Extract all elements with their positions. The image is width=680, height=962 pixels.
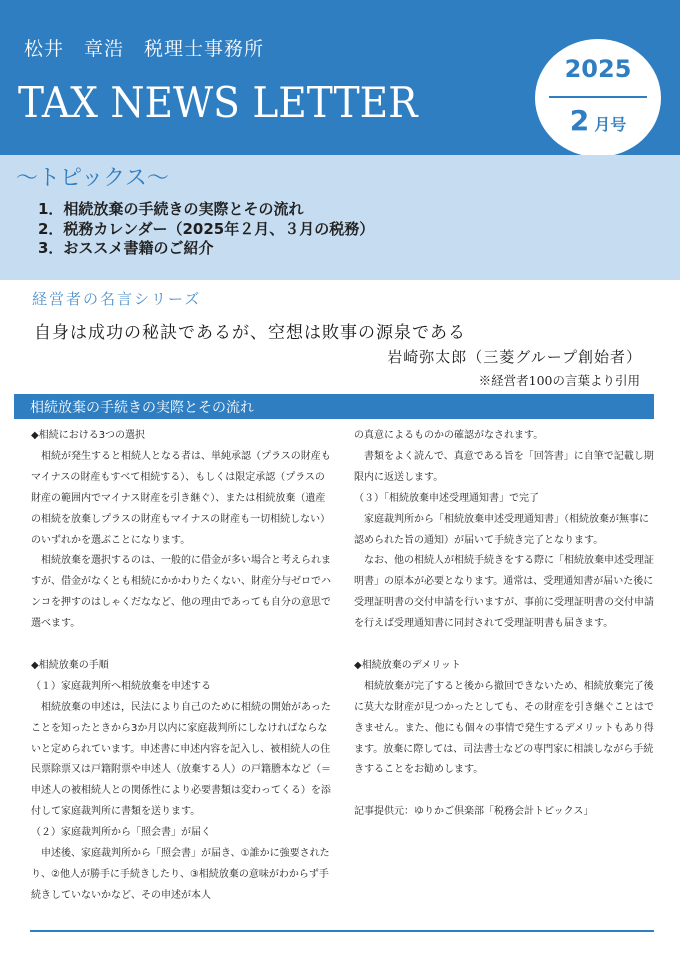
spacer [354,781,654,802]
article-left-column [31,426,331,907]
quote-source: ※経営者100の言葉より引用 [478,373,640,388]
badge-divider [549,96,647,98]
quote-author: 岩崎弥太郎（三菱グループ創始者） [387,348,642,366]
newsletter-header [0,0,680,155]
quote-text: 自身は成功の秘訣であるが、空想は敗事の源泉である [34,323,466,343]
quote-series-heading: 経営者の名言シリーズ [32,290,202,308]
article-step-heading: （２）家庭裁判所から「照会書」が届く [31,827,211,839]
issue-month-suffix: 月号 [594,115,627,134]
issue-month [535,104,661,137]
topics-section [0,155,680,280]
article-subheading: ◆相続放棄の手順 [31,659,109,671]
article-paragraph: 相続放棄が完了すると後から撤回できないため、相続放棄完了後に莫大な財産が見つかったとしても、その財産を引き継ぐことはできません。また、他にも個々の事情で発生するデメリットもあり得ます。放棄に際しては、司法書士などの専門家に相談しながら手続きすることをお勧めします。 [354,680,654,776]
article-subheading: ◆相続における3つの選択 [31,430,146,441]
issue-badge [532,36,664,160]
article-paragraph: の真意によるものかの確認がなされます。 [354,430,544,441]
newsletter-title: TAX NEWS LETTER [18,78,418,127]
article-subheading: ◆相続放棄のデメリット [354,659,461,671]
article-paragraph: 家庭裁判所から「相続放棄申述受理通知書」（相続放棄が無事に認められた旨の通知）が届いて手続き完了となります。 [354,513,649,546]
topic-item: 2．税務カレンダー（2025年２月、３月の税務） [38,219,375,238]
footer-divider [30,930,654,932]
spacer [31,635,331,656]
issue-year: 2025 [564,55,632,83]
article-credit: 記事提供元：ゆりかご倶楽部「税務会計トピックス」 [354,806,594,818]
article-title-bar [14,394,654,419]
topic-item: 3．おススメ書籍のご紹介 [38,239,214,257]
topic-item: 1．相続放棄の手続きの実際とその流れ [38,200,304,218]
office-name: 松井 章浩 税理士事務所 [24,38,265,60]
article-step-heading: （３）「相続放棄申述受理通知書」で完了 [354,492,539,504]
topics-heading: ～トピックス～ [16,166,169,191]
article-paragraph: なお、他の相続人が相続手続きをする際に「相続放棄申述受理証明書」の原本が必要となります。通常は、受理通知書が届いた後に受理証明書の交付申請を行いますが、事前に受理証明書の交付申請を行えば受理通知書に同封されて受理証明書も届きます。 [354,555,654,630]
article-paragraph: 申述後、家庭裁判所から「照会書」が届き、①誰かに強要されたり、②他人が勝手に手続きしたり、③相続放棄の意味がわからず手続きしていないかなど、その申述が本人 [31,848,330,901]
article-right-column [354,426,654,823]
issue-month-number: 2 [569,104,590,137]
article-step-heading: （１）家庭裁判所へ相続放棄を申述する [31,680,211,692]
spacer [354,635,654,656]
article-paragraph: 相続が発生すると相続人となる者は、単純承認（プラスの財産もマイナスの財産もすべて相続する）、もしくは限定承認（プラスの財産の範囲内でマイナス財産を引き継ぐ）、または相続放棄（遺産の相続を放棄しプラスの財産もマイナスの財産も一切相続しない）のいずれかを選ぶことになります。 [31,450,331,546]
article-paragraph: 書類をよく読んで、真意である旨を「回答書」に自筆で記載し期限内に返送します。 [354,450,654,483]
article-paragraph: 相続放棄の申述は，民法により自己のために相続の開始があったことを知ったときから3か月以内に家庭裁判所にしなければならないと定められています。申述書に申述内容を記入し、被相続人の住民票除票又は戸籍附票や申述人（放棄する人）の戸籍謄本など（＝申述人の被相続人との関係性により必要書類は変わってくる）を添付して家庭裁判所に書類を送ります。 [31,701,331,818]
article-title: 相続放棄の手続きの実際とその流れ [30,400,254,416]
topics-list [38,200,374,259]
article-paragraph: 相続放棄を選択するのは、一般的に借金が多い場合と考えられますが、借金がなくとも相続にかかわりたくない、財産分与ゼロでハンコを押すのはしゃくだななど、他の理由であっても自分の意思で選べます。 [31,555,331,630]
